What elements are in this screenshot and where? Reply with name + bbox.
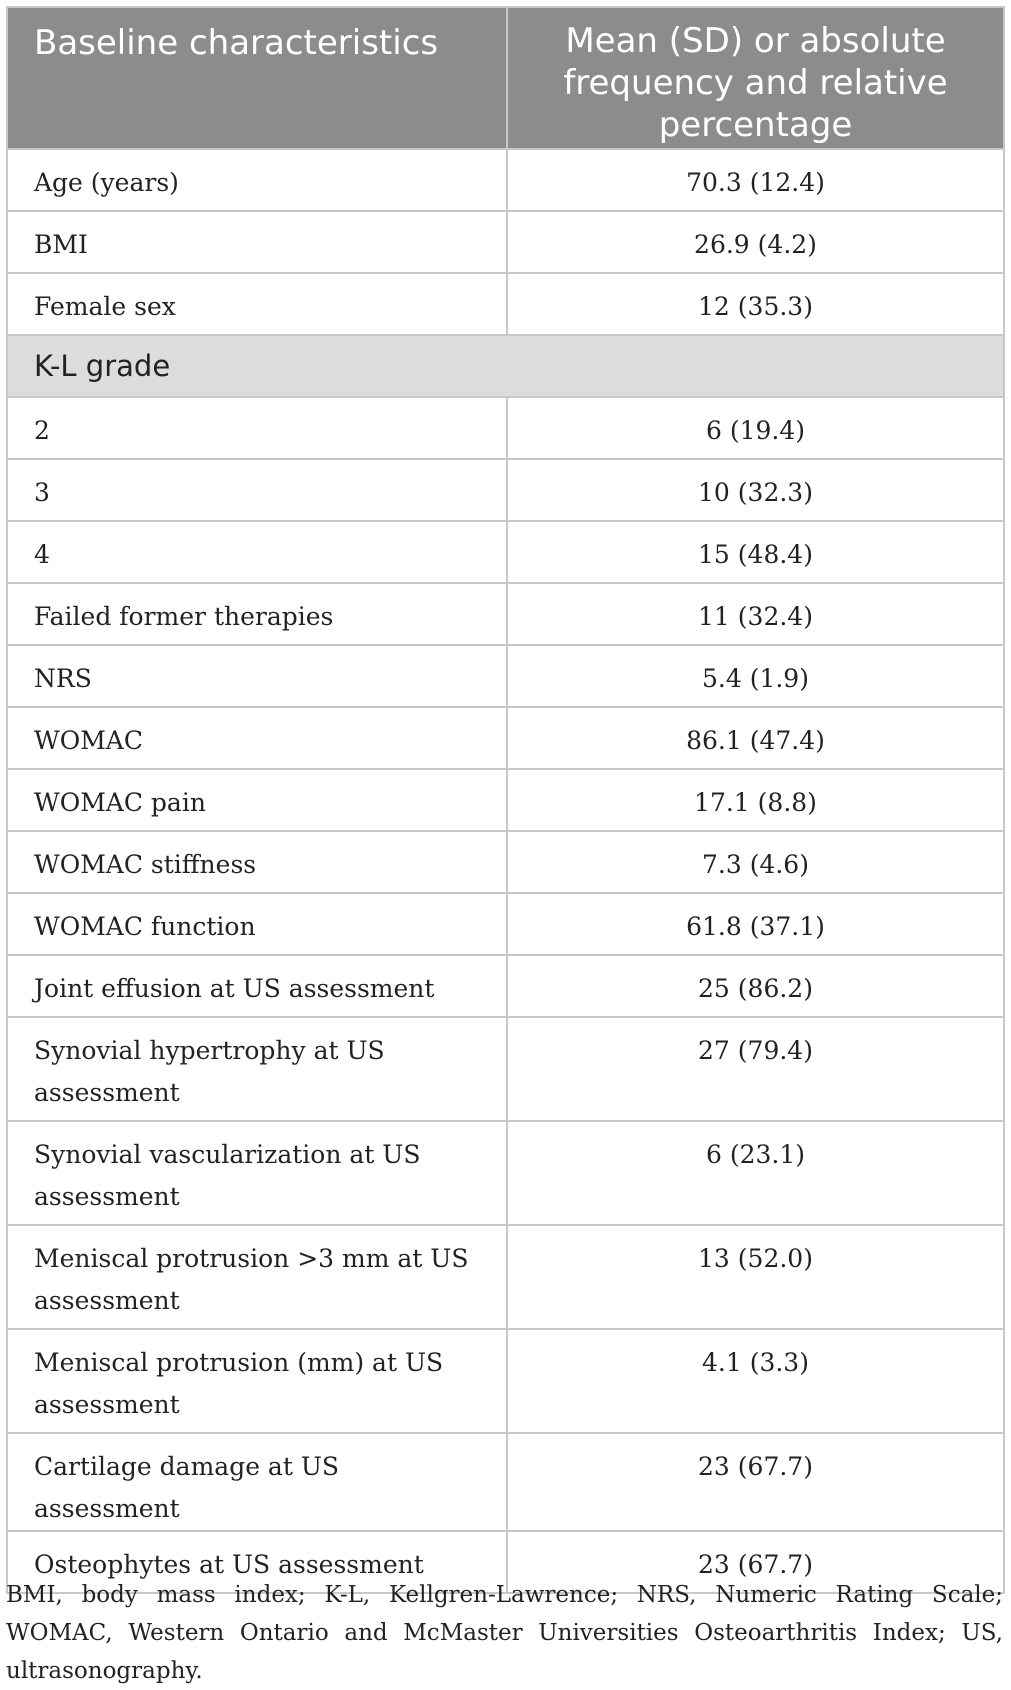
table-row bbox=[7, 707, 1004, 769]
table-row bbox=[7, 831, 1004, 893]
row-value: 6 (23.1) bbox=[507, 1121, 1004, 1225]
row-label: BMI bbox=[7, 211, 507, 273]
row-label bbox=[7, 1329, 507, 1433]
table-footnote: BMI, body mass index; K-L, Kellgren-Lawrence; NRS, Numeric Rating Scale; WOMAC, Western Ontario and McMaster Universities Osteoarthritis Index; US, ultrasonography. bbox=[6, 1582, 1003, 1684]
row-value: 26.9 (4.2) bbox=[507, 211, 1004, 273]
row-value: 4.1 (3.3) bbox=[507, 1329, 1004, 1433]
table-row bbox=[7, 273, 1004, 335]
header-baseline-characteristics: Baseline characteristics bbox=[7, 7, 507, 149]
table-row bbox=[7, 149, 1004, 211]
row-value: 13 (52.0) bbox=[507, 1225, 1004, 1329]
row-label: 2 bbox=[7, 397, 507, 459]
row-label-line2: assessment bbox=[34, 1078, 180, 1107]
baseline-characteristics-table bbox=[6, 6, 1005, 1594]
row-value: 27 (79.4) bbox=[507, 1017, 1004, 1121]
row-label: 3 bbox=[7, 459, 507, 521]
row-label bbox=[7, 1225, 507, 1329]
table-row bbox=[7, 1225, 1004, 1329]
header-mean-sd-line1: Mean (SD) or absolute bbox=[565, 21, 946, 61]
table-header-row bbox=[7, 7, 1004, 149]
row-value: 17.1 (8.8) bbox=[507, 769, 1004, 831]
row-value: 10 (32.3) bbox=[507, 459, 1004, 521]
row-value: 25 (86.2) bbox=[507, 955, 1004, 1017]
row-value: 86.1 (47.4) bbox=[507, 707, 1004, 769]
row-label-line1: Meniscal protrusion (mm) at US bbox=[34, 1348, 444, 1377]
row-label: WOMAC stiffness bbox=[7, 831, 507, 893]
row-label-line1: Synovial hypertrophy at US bbox=[34, 1036, 385, 1065]
table-row bbox=[7, 1017, 1004, 1121]
row-value: 5.4 (1.9) bbox=[507, 645, 1004, 707]
row-label: WOMAC pain bbox=[7, 769, 507, 831]
row-label bbox=[7, 1121, 507, 1225]
table-row bbox=[7, 459, 1004, 521]
section-kl-grade: K-L grade bbox=[7, 335, 1004, 397]
row-label-line1: Meniscal protrusion >3 mm at US bbox=[34, 1244, 469, 1273]
row-label: WOMAC function bbox=[7, 893, 507, 955]
header-mean-sd-line3: percentage bbox=[658, 105, 853, 145]
row-label: WOMAC bbox=[7, 707, 507, 769]
row-label: Cartilage damage at US assessment bbox=[7, 1433, 507, 1531]
header-mean-sd-line2: frequency and relative bbox=[563, 63, 948, 103]
header-mean-sd bbox=[507, 7, 1004, 149]
table-row bbox=[7, 211, 1004, 273]
row-value: 70.3 (12.4) bbox=[507, 149, 1004, 211]
row-value: 6 (19.4) bbox=[507, 397, 1004, 459]
row-label: 4 bbox=[7, 521, 507, 583]
row-value: 23 (67.7) bbox=[507, 1531, 1004, 1593]
row-label: Age (years) bbox=[7, 149, 507, 211]
table-row bbox=[7, 1329, 1004, 1433]
row-label: Female sex bbox=[7, 273, 507, 335]
row-value: 23 (67.7) bbox=[507, 1433, 1004, 1531]
section-row bbox=[7, 335, 1004, 397]
row-value: 61.8 (37.1) bbox=[507, 893, 1004, 955]
row-label-line2: assessment bbox=[34, 1286, 180, 1315]
row-label-line1: Synovial vascularization at US bbox=[34, 1140, 421, 1169]
table-row bbox=[7, 1121, 1004, 1225]
row-label-line2: assessment bbox=[34, 1390, 180, 1419]
table-row bbox=[7, 397, 1004, 459]
row-label: NRS bbox=[7, 645, 507, 707]
table-row bbox=[7, 521, 1004, 583]
table-row bbox=[7, 955, 1004, 1017]
table-row bbox=[7, 1433, 1004, 1531]
row-value: 12 (35.3) bbox=[507, 273, 1004, 335]
row-value: 7.3 (4.6) bbox=[507, 831, 1004, 893]
table-row bbox=[7, 769, 1004, 831]
table-row bbox=[7, 583, 1004, 645]
row-label bbox=[7, 1017, 507, 1121]
row-label: Failed former therapies bbox=[7, 583, 507, 645]
row-value: 15 (48.4) bbox=[507, 521, 1004, 583]
table-row bbox=[7, 893, 1004, 955]
row-label: Joint effusion at US assessment bbox=[7, 955, 507, 1017]
row-label: Osteophytes at US assessment bbox=[7, 1531, 507, 1593]
table-row bbox=[7, 645, 1004, 707]
row-label-line2: assessment bbox=[34, 1182, 180, 1211]
row-value: 11 (32.4) bbox=[507, 583, 1004, 645]
